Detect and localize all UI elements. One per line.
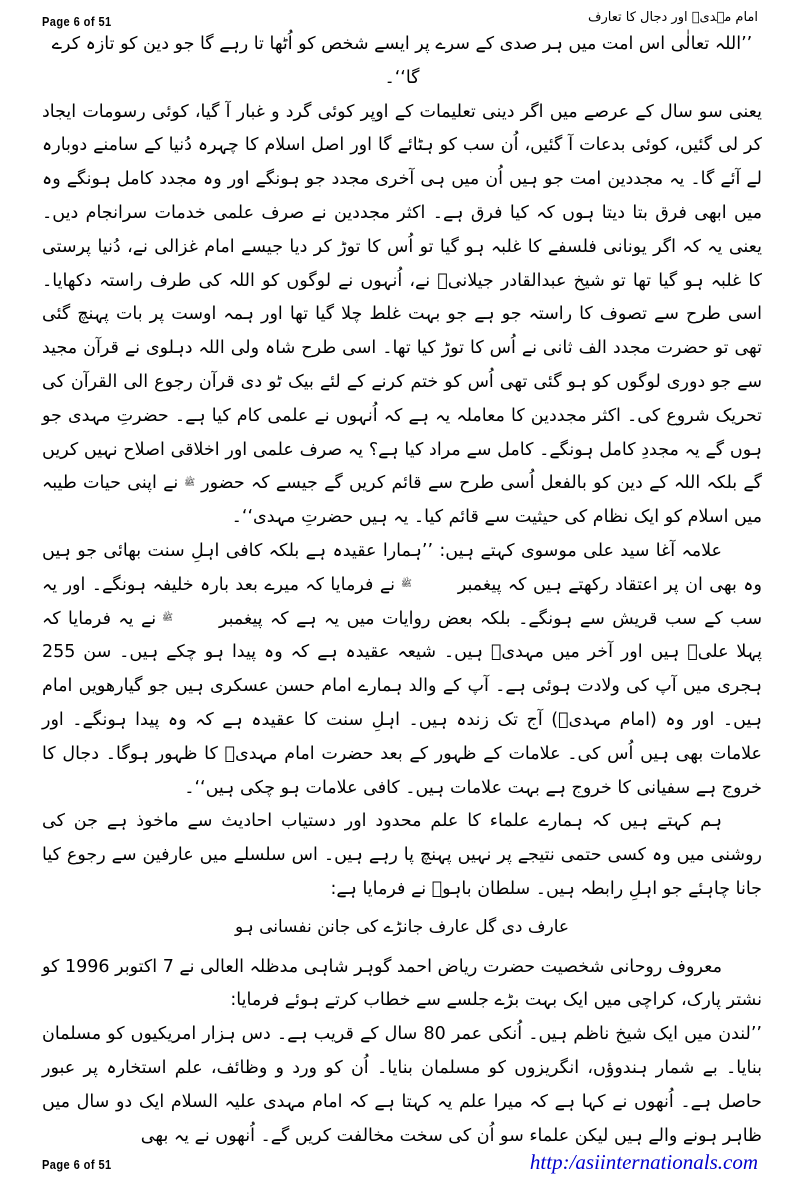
paragraph-arifeen: ہم کہتے ہیں کہ ہمارے علماء کا علم محدود اور دستیاب احادیث سے ماخوذ ہے جن کی روشنی میں وہ کسی حتمی نتیجے پر نہیں پہنچ پا رہے ہیں۔ اس سلسلے میں عارفین سے رجوع کیا جانا چاہئے جو اہلِ رابطہ ہیں۔ سلطان باہوؒ نے فرمایا ہے: <box>42 811 762 899</box>
paragraph-musavi <box>42 535 762 805</box>
paragraph-gohar-shahi: معروف روحانی شخصیت حضرت ریاض احمد گوہر شاہی مدظلہ العالی نے 7 اکتوبر 1996 کو نشتر پارک، کراچی میں ایک بہت بڑے جلسے سے خطاب کرتے ہوئے فرمایا: <box>42 956 762 1011</box>
paragraph-sheikh-nazim: ’’لندن میں ایک شیخ ناظم ہیں۔ اُنکی عمر 80 سال کے قریب ہے۔ دس ہزار امریکیوں کو مسلمان بنایا۔ بے شمار ہندوؤں، انگریزوں کو مسلمان بنایا۔ اُن کو ورد و وظائف، علم استخارہ پر عبور حاصل ہے۔ اُنھوں نے کہا ہے کہ میرا علم یہ کہتا ہے کہ امام مہدی علیہ السلام ایک دو سال میں ظاہر ہونے والے ہیں لیکن علماء سو اُن کی سخت مخالفت کریں گے۔ اُنھوں نے یہ بھی <box>42 1024 762 1146</box>
honorific-icon: ﷺ <box>162 613 173 624</box>
honorific-icon: ﷺ <box>184 477 196 488</box>
paragraph-text-mid: نے فرمایا کہ میرے بعد بارہ خلیفہ ہونگے۔ اور یہ سب کے سب قریش سے ہونگے۔ بلکہ بعض روایات میں یہ ہے کہ پیغمبر <box>42 574 762 629</box>
hadith-quote: ’’اللہ تعالٰی اس امت میں ہر صدی کے سرے پر ایسے شخص کو اُٹھا تا رہے گا جو دین کو تازہ کرے گا‘‘۔ <box>51 34 753 88</box>
header-document-title: امام مہدیؑ اور دجال کا تعارف <box>588 10 758 25</box>
paragraph-text-end: نے اپنی حیات طیبہ میں اسلام کو ایک نظام کی حیثیت سے قائم کیا۔ یہ ہیں حضرتِ مہدی‘‘۔ <box>42 473 762 528</box>
verse-line: عارف دی گل عارف جانڑے کی جانن نفسانی ہو <box>234 916 570 937</box>
paragraph-text: یعنی سو سال کے عرصے میں اگر دینی تعلیمات کے اوپر کوئی گرد و غبار آ گیا، کوئی رسومات ایجاد کر لی گئیں، کوئی بدعات آ گئیں، اُن سب کو ہٹائے گا اور اصل اسلام کا چہرہ دُنیا کے سامنے دوبارہ لے آئے گا۔ یہ مجددین امت جو ہیں اُن میں ہی آخری مجدد جو ہونگے اور وہ مجدد کامل ہونگے وہ میں ابھی فرق بتا دیتا ہوں کہ کیا فرق ہے۔ اکثر مجددین نے صرف علمی خدمات سرانجام دیں۔ یعنی یہ کہ اگر یونانی فلسفے کا غلبہ ہو گیا تو اُس کا توڑ کر دیا جیسے امام غزالی نے، دُنیا پرستی کا غلبہ ہو گیا تھا تو شیخ عبدالقادر جیلانیؒ نے، اُنہوں نے لوگوں کو اللہ کی طرف راستہ دکھایا۔ اسی طرح سے تصوف کا راستہ جو ہے جو بہت غلط چلا گیا تھا اور ہمہ اوست پر بات پہنچ گئی تھی تو حضرت مجدد الف ثانی نے اُس کا توڑ کیا تھا۔ اسی طرح شاہ ولی اللہ دہلوی نے قرآن مجید سے جو دوری لوگوں کو ہو گئی تھی اُس کو ختم کرنے کے لئے بیک ٹو دی قرآن رجوع الی القرآن کی تحریک شروع کی۔ اکثر مجددین کا معاملہ یہ ہے کہ اُنہوں نے علمی کام کیا ہے۔ حضرتِ مہدی جو ہوں گے یہ مجددِ کامل ہونگے۔ کامل سے مراد کیا ہے؟ یہ صرف علمی اور اخلاقی اصلاح نہیں کریں گے بلکہ اللہ کے دین کو بالفعل اُسی طرح سے قائم کریں گے جیسے کہ حضور <box>42 101 762 494</box>
paragraph-mujaddid <box>42 96 762 535</box>
header-page-number: Page 6 of 51 <box>42 14 112 29</box>
document-body <box>42 28 762 1153</box>
honorific-icon: ﷺ <box>400 579 412 590</box>
footer-page-number: Page 6 of 51 <box>42 1157 112 1172</box>
paragraph-text: علامہ آغا سید علی موسوی کہتے ہیں: ’’ہمارا عقیدہ ہے بلکہ کافی اہلِ سنت بھائی جو ہیں وہ بھی ان پر اعتقاد رکھتے ہیں کہ پیغمبر <box>42 540 762 595</box>
footer-website-link[interactable]: http:/asiinternationals.com <box>529 1150 758 1174</box>
paragraph-text-end: نے یہ فرمایا کہ پہلا علیؑ ہیں اور آخر میں مہدیؑ ہیں۔ شیعہ عقیدہ ہے کہ وہ پیدا ہو چکے ہیں۔ سن 255 ہجری میں آپ کی ولادت ہوئی ہے۔ آپ کے والد ہمارے امام حسن عسکری ہیں جو گیارھویں امام ہیں۔ اور وہ (امام مہدیؑ) آج تک زندہ ہیں۔ اہلِ سنت کا عقیدہ ہے کہ وہ پیدا ہونگے۔ اور علامات بھی ہیں اُس کی۔ علامات کے ظہور کے بعد حضرت امام مہدیؑ کا ظہور ہوگا۔ دجال کا خروج ہے سفیانی کا خروج ہے بہت علامات ہیں۔ کافی علامات ہو چکی ہیں‘‘۔ <box>42 608 762 798</box>
